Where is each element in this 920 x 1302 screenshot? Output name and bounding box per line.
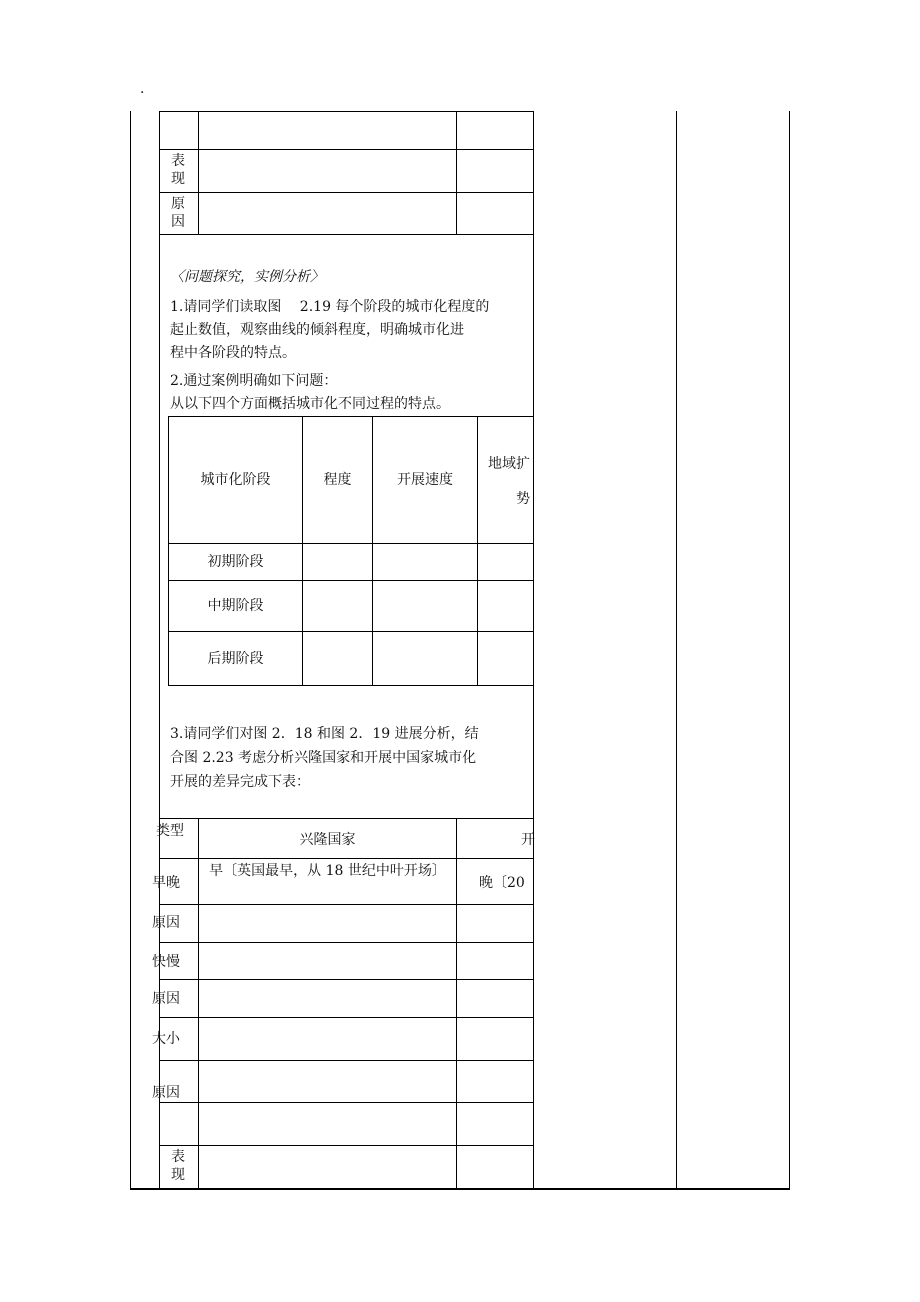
stage-table-line <box>168 631 533 632</box>
stage-header-region-clip <box>478 416 533 543</box>
outer-bottom-border <box>130 1188 790 1190</box>
stage-table-line <box>168 580 533 581</box>
compare-table-line <box>159 1060 533 1061</box>
compare-table-line <box>159 904 533 905</box>
stage-row-initial: 初期阶段 <box>207 554 264 570</box>
compare-table-line <box>159 942 533 943</box>
top-table-line <box>159 192 533 193</box>
compare-label-early-late: 早晚 <box>152 875 180 891</box>
stage-header-speed: 开展速度 <box>397 472 453 488</box>
section3-line-1: 3.请同学们对图 2．18 和图 2．19 进展分析，结 <box>170 726 479 742</box>
compare-table-line <box>159 1017 533 1018</box>
stage-row-middle: 中期阶段 <box>207 598 264 614</box>
stage-header-stage: 城市化阶段 <box>200 472 271 488</box>
stage-table-line <box>168 543 533 544</box>
compare-label-reason-3: 原因 <box>152 1085 180 1101</box>
compare-header-type: 类型 <box>156 823 184 839</box>
compare-label-reason-2: 原因 <box>152 991 180 1007</box>
stage-header-trend: 势 <box>516 491 530 507</box>
section3-line-3: 开展的差异完成下表： <box>170 774 310 790</box>
compare-row1-developing: 晚〔20 <box>479 875 525 891</box>
compare-label-column <box>152 818 198 1188</box>
compare-row1-developed: 早〔英国最早，从 18 世纪中叶开场〕 <box>209 863 446 879</box>
paragraph-2-line-2: 从以下四个方面概括城市化不同过程的特点。 <box>170 396 450 412</box>
section-heading: 〈问题探究，实例分析〉 <box>170 269 324 285</box>
stage-table-line <box>168 685 533 686</box>
stage-header-region: 地域扩 <box>488 456 530 472</box>
paragraph-1-line-2: 起止数值，观察曲线的倾斜程度，明确城市化进 <box>170 322 464 338</box>
column-divider-2 <box>676 111 677 1189</box>
compare-label-fast-slow: 快慢 <box>152 954 180 970</box>
paragraph-2-line-1: 2.通过案例明确如下问题： <box>170 373 338 389</box>
top-table-line <box>159 234 533 235</box>
stage-table-line <box>372 416 373 686</box>
top-table-label-yuanyin: 原因 <box>171 196 185 230</box>
compare-header-developing: 开 <box>521 832 535 848</box>
top-table-line <box>198 111 199 235</box>
compare-header-developing-clip <box>457 819 533 858</box>
top-table-line <box>159 149 533 150</box>
page-dot: . <box>140 81 145 97</box>
stage-table-line <box>168 416 169 686</box>
outer-right-border <box>789 111 790 1189</box>
top-table-line <box>456 111 457 235</box>
paragraph-1-line-3: 程中各阶段的特点。 <box>170 345 296 361</box>
outer-left-border <box>130 111 131 1189</box>
compare-label-size: 大小 <box>152 1031 180 1047</box>
paragraph-1-line-1: 1.请同学们读取图 2.19 每个阶段的城市化程度的 <box>170 299 490 315</box>
section3-line-2: 合图 2.23 考虑分析兴隆国家和开展中国家城市化 <box>170 750 477 766</box>
compare-table-line <box>159 979 533 980</box>
compare-label-reason-1: 原因 <box>152 915 180 931</box>
top-table-line <box>159 111 533 112</box>
stage-row-late: 后期阶段 <box>207 651 264 667</box>
compare-table-line <box>159 1102 533 1103</box>
top-table-label-biaoxian: 表现 <box>171 153 185 187</box>
compare-header-developed: 兴隆国家 <box>299 832 356 848</box>
compare-table-line <box>198 818 199 1188</box>
compare-table-line <box>159 1145 533 1146</box>
compare-row1-developing-clip <box>457 859 533 904</box>
stage-table-line <box>302 416 303 686</box>
stage-header-degree: 程度 <box>323 472 352 488</box>
compare-label-biaoxian: 表现 <box>171 1149 185 1183</box>
column-divider-1 <box>533 111 534 1189</box>
